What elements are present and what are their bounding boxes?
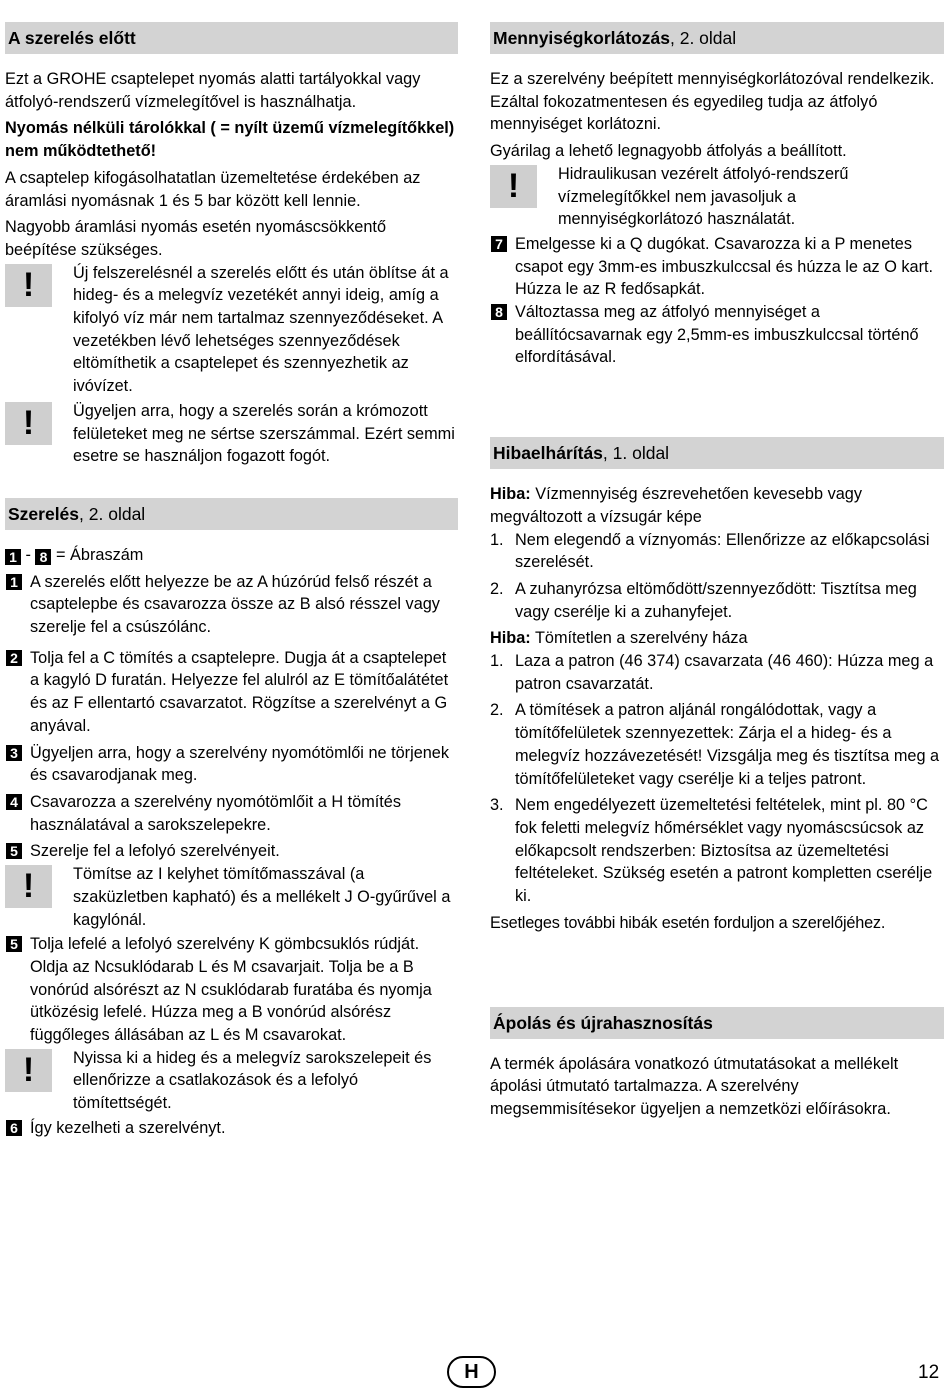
list-item-number: 3. xyxy=(490,796,504,815)
step-2: 2 Tolja fel a C tömítés a csaptelepre. Dugja át a csaptelepet a kagyló D furatán. Helyezze fel alulról az E tömítőalátétet és az F ellentartó csavarzatot. Rögzítse a szerelvényt a G anyával. xyxy=(5,647,458,738)
step-5b: 5 Tolja lefelé a lefolyó szerelvény K gömbcsuklós rúdját. Oldja az Ncsuklódarab L és M csavarjait. Tolja be a B vonórúd alsórészt az N csuklódarab furatába és nyomja ütközésig lefelé. Húzza meg a B vonórúd alsórész függőleges állásában az L és M csavarokat. xyxy=(5,933,458,1047)
step-4: 4 Csavarozza a szerelvény nyomótömlőit a H tömítés használatával a sarokszelepekre. xyxy=(5,791,458,836)
intro-paragraph: Ezt a GROHE csaptelepet nyomás alatti tartályokkal vagy átfolyó-rendszerű vízmelegítővel is használhatja. xyxy=(5,70,421,111)
list-item-number: 1. xyxy=(490,530,504,549)
figure-number-badge: 1 xyxy=(6,574,22,590)
warning-chrome: ! Ügyeljen arra, hogy a szerelés során a krómozott felületeket meg ne sértse szerszámmal. Ezért semmi esetre se használjon fogazott fogót. xyxy=(5,400,458,468)
exclamation-icon: ! xyxy=(5,865,52,908)
list-item-text: Nem engedélyezett üzemeltetési feltételek, mint pl. 80 °C fok feletti melegvíz hőmérséklet vagy nyomáscsúcsok az előkapcsolt rendszerben: Biztosítsa az üzemeltetési feltételeket. Szükség esetén a patront kompletten cserélje ki. xyxy=(515,796,933,906)
list-item-number: 2. xyxy=(490,579,504,598)
list-item-text: Nem elegendő a víznyomás: Ellenőrizze az előkapcsolási szerelését. xyxy=(515,530,930,572)
fault-1: Hiba: Vízmennyiség észrevehetően kevesebb vagy megváltozott a vízsugár képe xyxy=(490,485,862,526)
exclamation-icon: ! xyxy=(5,402,52,445)
figure-legend: 1 - 8 = Ábraszám xyxy=(5,544,458,567)
exclamation-icon: ! xyxy=(490,165,537,208)
list-item xyxy=(490,578,944,623)
figure-number-badge: 8 xyxy=(491,304,507,320)
section-heading-installation: Szerelés, 2. oldal xyxy=(5,498,458,530)
figure-number-badge: 3 xyxy=(6,745,22,761)
list-item-text: Laza a patron (46 374) csavarzata (46 460): Húzza meg a patron csavarzatát. xyxy=(515,652,934,693)
exclamation-icon: ! xyxy=(5,1049,52,1092)
list-item-number: 2. xyxy=(490,701,504,720)
reducer-paragraph: Nagyobb áramlási nyomás esetén nyomáscsökkentő beépítése szükséges. xyxy=(5,218,386,259)
list-item xyxy=(490,794,944,908)
further-faults-paragraph: Esetleges további hibák esetén forduljon a szerelőjéhez. xyxy=(490,913,886,932)
list-item-text: A tömítések a patron aljánál rongálódottak, vagy a tömítőfelületek szennyezettek: Zárja el a hideg- és a melegvíz hozzávezetését! Vizsgálja meg és tisztítsa meg a tömítőfelületeket vagy cserélje ki a teljes patront. xyxy=(515,701,940,788)
figure-number-badge: 5 xyxy=(6,843,22,859)
section-heading-before-install: A szerelés előtt xyxy=(5,22,458,54)
figure-number-badge: 8 xyxy=(35,549,51,565)
section-heading-flow-limiter: Mennyiségkorlátozás, 2. oldal xyxy=(490,22,944,54)
figure-number-badge: 1 xyxy=(5,549,21,565)
figure-number-badge: 5 xyxy=(6,936,22,952)
step-7: 7 Emelgesse ki a Q dugókat. Csavarozza ki a P menetes csapot egy 3mm-es imbuszkulccsal és húzza le az O kart. Húzza le az R fedősapkát. xyxy=(490,233,944,301)
step-8: 8 Változtassa meg az átfolyó mennyiséget a beállítócsavarnak egy 2,5mm-es imbuszkulccsal történő elfordításával. xyxy=(490,301,944,369)
fault-1-list xyxy=(490,529,944,624)
list-item xyxy=(490,699,944,790)
list-item-text: A zuhanyrózsa eltömődött/szennyeződött: Tisztítsa meg vagy cserélje ki a zuhanyfejet. xyxy=(515,579,917,621)
fault-2: Hiba: Tömítetlen a szerelvény háza xyxy=(490,629,748,648)
limiter-paragraph: Ez a szerelvény beépített mennyiségkorlátozóval rendelkezik. Ezáltal fokozatmentesen és egyedileg tudja az átfolyó mennyiséget korlátozni. xyxy=(490,70,935,134)
page-number: 12 xyxy=(918,1362,940,1383)
section-heading-care: Ápolás és újrahasznosítás xyxy=(490,1007,944,1039)
warning-seal: ! Tömítse az I kelyhet tömítőmasszával (a szaküzletben kapható) és a mellékelt J O-gyűrűvel a kagylónál. xyxy=(5,863,458,931)
warning-paragraph-bold: Nyomás nélküli tárolókkal ( = nyílt üzemű vízmelegítőkkel) nem működtethető! xyxy=(5,119,455,161)
fault-2-list xyxy=(490,650,944,908)
section-heading-troubleshooting: Hibaelhárítás, 1. oldal xyxy=(490,437,944,469)
language-badge: H xyxy=(447,1356,496,1388)
right-column xyxy=(490,22,944,1125)
pressure-paragraph: A csaptelep kifogásolhatatlan üzemeltetése érdekében az áramlási nyomásnak 1 és 5 bar között kell lennie. xyxy=(5,168,421,210)
list-item-number: 1. xyxy=(490,652,504,671)
figure-number-badge: 2 xyxy=(6,650,22,666)
warning-hydraulic: ! Hidraulikusan vezérelt átfolyó-rendszerű vízmelegítőkkel nem javasoljuk a mennyiségkorlátozó használatát. xyxy=(490,163,944,231)
list-item xyxy=(490,529,944,574)
left-column xyxy=(5,22,458,1144)
step-1: 1 A szerelés előtt helyezze be az A húzórúd felső részét a csaptelepbe és csavarozza össze az B alsó résszel vagy szerelje fel a csúszólánc. xyxy=(5,571,458,639)
figure-number-badge: 4 xyxy=(6,794,22,810)
list-item xyxy=(490,650,944,695)
care-paragraph: A termék ápolására vonatkozó útmutatásokat a mellékelt ápolási útmutató tartalmazza. A szerelvény megsemmisítésekor ügyeljen a nemzetközi előírásokra. xyxy=(490,1054,899,1118)
warning-flush: ! Új felszerelésnél a szerelés előtt és után öblítse át a hideg- és a melegvíz vezetékét annyi ideig, amíg a kifolyó víz már nem tartalmaz szennyeződéseket. A vezetékben lévő lehetséges szennyeződések eltömíthetik a csaptelepet és szennyezhetik az ivóvízet. xyxy=(5,262,458,398)
warning-open-valves: ! Nyissa ki a hideg és a melegvíz sarokszelepeit és ellenőrizze a csatlakozások és a lefolyó tömítettségét. xyxy=(5,1047,458,1115)
figure-number-badge: 6 xyxy=(6,1120,22,1136)
step-3: 3 Ügyeljen arra, hogy a szerelvény nyomótömlői ne törjenek és csavarodjanak meg. xyxy=(5,742,458,787)
figure-number-badge: 7 xyxy=(491,236,507,252)
step-6: 6 Így kezelheti a szerelvényt. xyxy=(5,1117,458,1140)
exclamation-icon: ! xyxy=(5,264,52,307)
factory-setting-paragraph: Gyárilag a lehető legnagyobb átfolyás a beállított. xyxy=(490,142,847,161)
step-5: 5 Szerelje fel a lefolyó szerelvényeit. xyxy=(5,840,458,863)
